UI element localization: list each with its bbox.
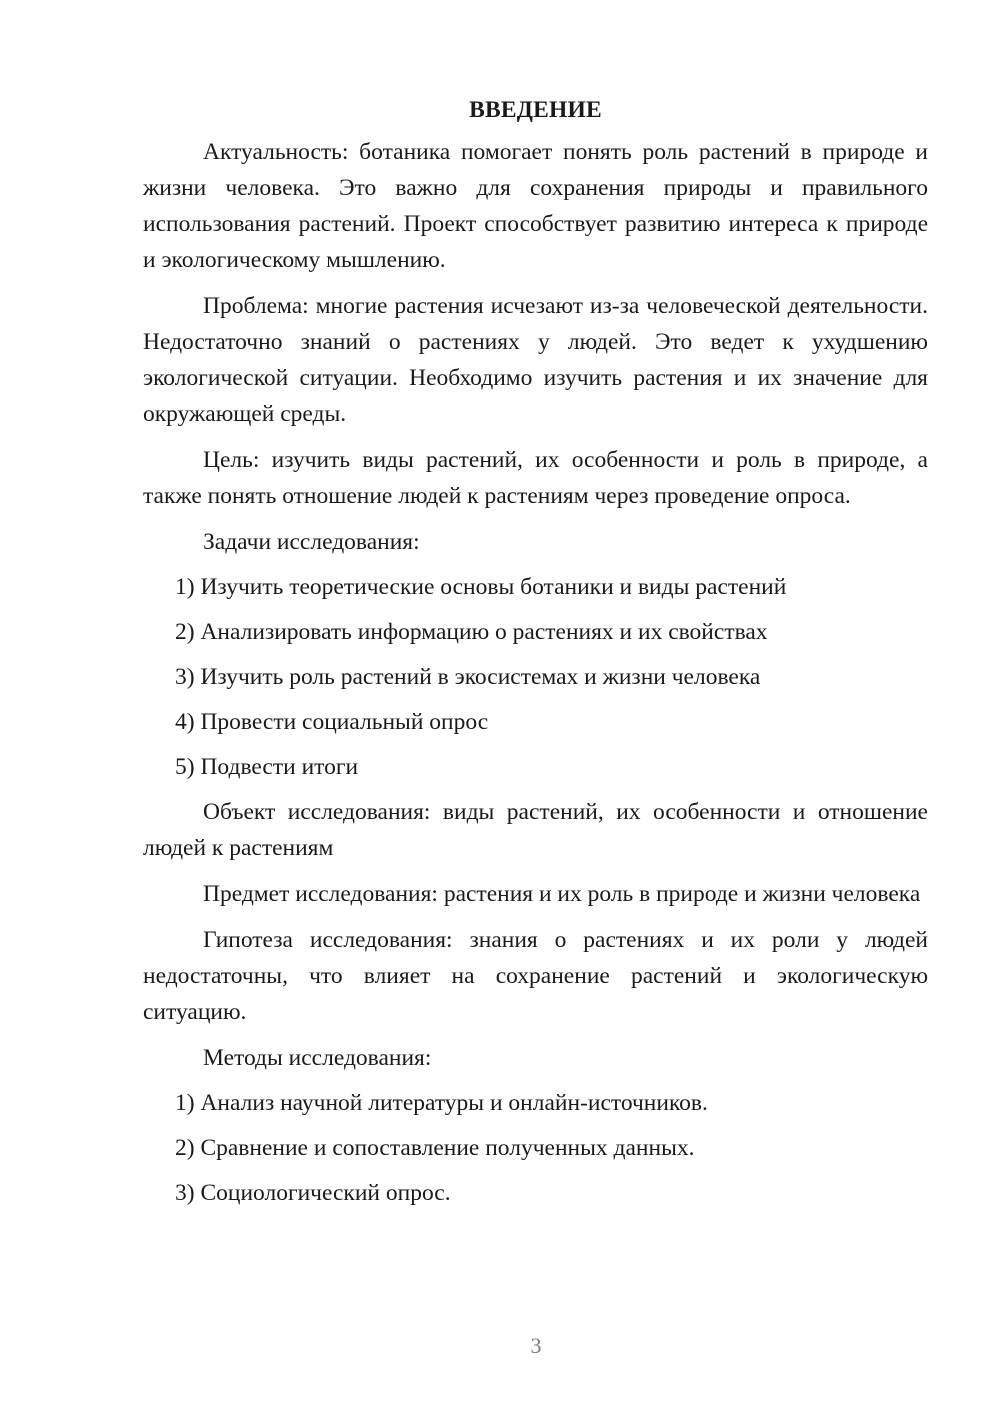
list-item: 2) Сравнение и сопоставление полученных данных. [175,1135,695,1161]
paragraph-object: Объект исследования: виды растений, их особенности и отношение людей к растениям [143,799,928,861]
methods-list [143,1085,928,1211]
paragraph-hypothesis: Гипотеза исследования: знания о растениях и их роли у людей недостаточны, что влияет на сохранение растений и экологическую ситуацию. [143,927,928,1025]
page-content [143,92,928,1220]
list-item: 2) Анализировать информацию о растениях и их свойствах [175,619,768,645]
page-number: 3 [530,1333,542,1358]
paragraph-relevance: Актуальность: ботаника помогает понять роль растений в природе и жизни человека. Это важно для сохранения природы и правильного использования растений. Проект способствует развитию интереса к природе и экологическому мышлению. [143,139,928,273]
tasks-heading: Задачи исследования: [203,529,420,555]
page-title: ВВЕДЕНИЕ [469,97,602,123]
list-item: 5) Подвести итоги [175,754,359,780]
paragraph-problem: Проблема: многие растения исчезают из-за человеческой деятельности. Недостаточно знаний о растениях у людей. Это ведет к ухудшению экологической ситуации. Необходимо изучить растения и их значение для окружающей среды. [143,293,928,427]
list-item: 1) Изучить теоретические основы ботаники и виды растений [175,574,787,600]
list-item: 3) Изучить роль растений в экосистемах и жизни человека [175,664,761,690]
paragraph-goal: Цель: изучить виды растений, их особенности и роль в природе, а также понять отношение людей к растениям через проведение опроса. [143,447,928,509]
list-item: 1) Анализ научной литературы и онлайн-источников. [175,1090,708,1116]
tasks-list [143,569,928,785]
list-item: 4) Провести социальный опрос [175,709,489,735]
list-item: 3) Социологический опрос. [175,1180,451,1206]
methods-heading: Методы исследования: [203,1045,432,1071]
paragraph-subject: Предмет исследования: растения и их роль в природе и жизни человека [203,881,921,907]
